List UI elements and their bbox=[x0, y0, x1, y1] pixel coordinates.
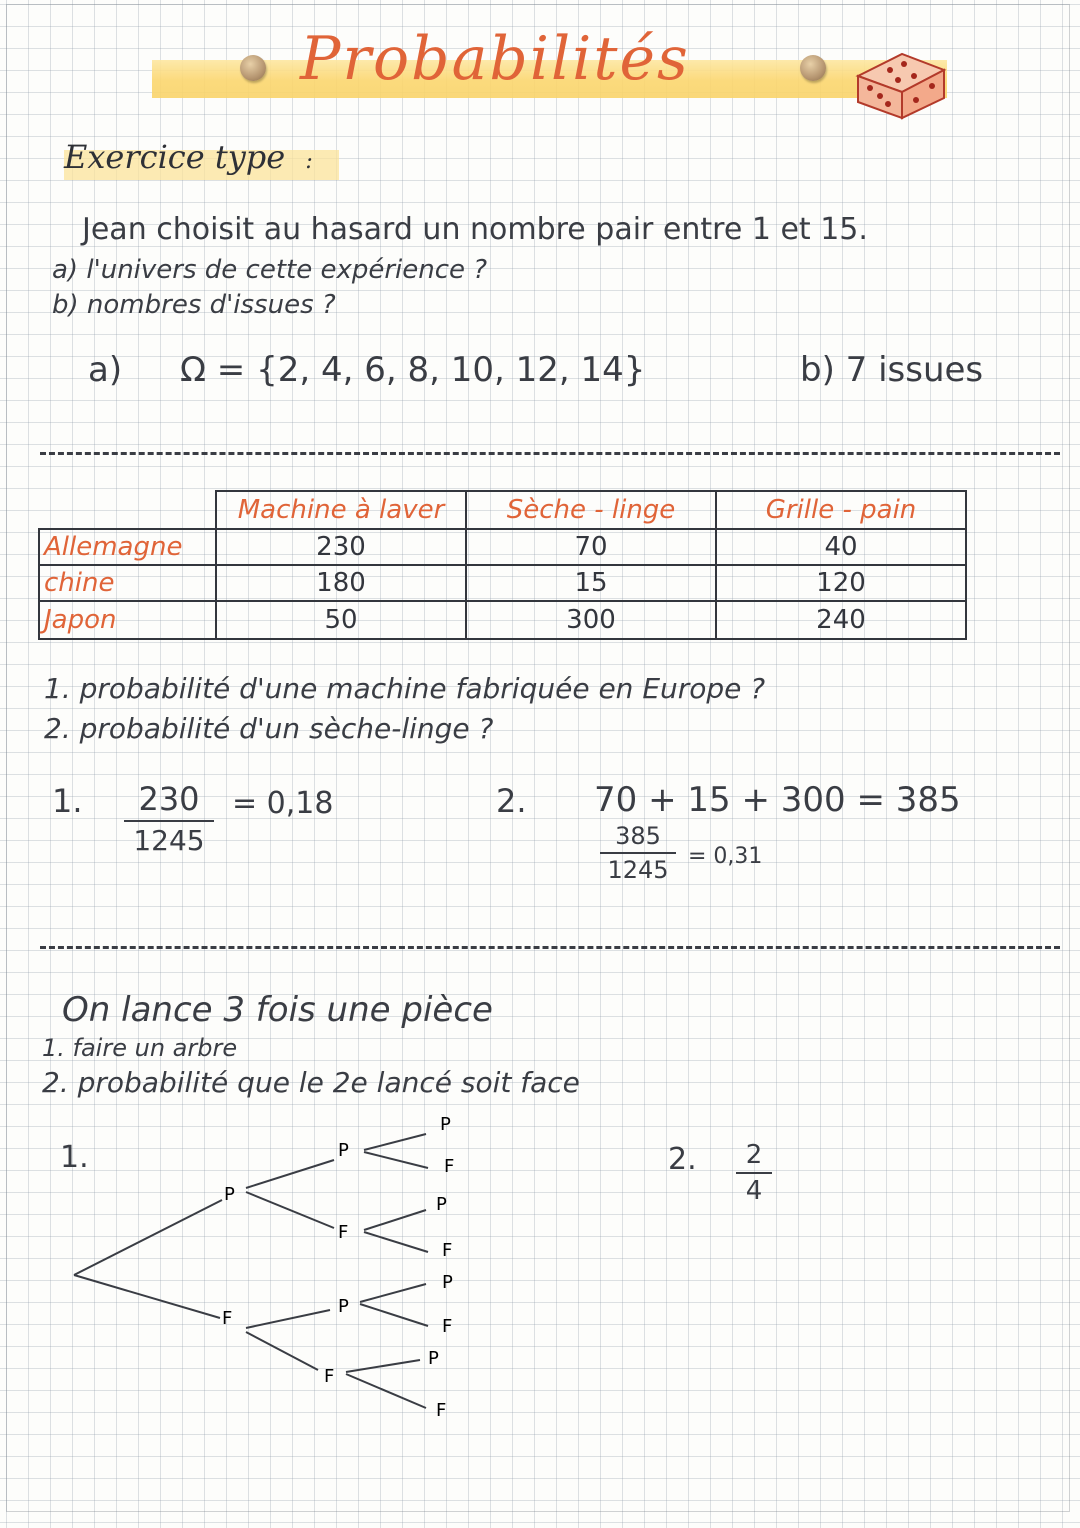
column-header: Machine à laver bbox=[216, 491, 466, 529]
question-a: a) l'univers de cette expérience ? bbox=[52, 255, 488, 285]
tree-node: P bbox=[338, 1140, 349, 1161]
coin-statement: On lance 3 fois une pièce bbox=[62, 990, 493, 1030]
question-2: 2. probabilité d'un sèche-linge ? bbox=[44, 712, 494, 745]
table-cell: 70 bbox=[466, 529, 716, 565]
tree-node: F bbox=[338, 1222, 349, 1243]
tree-node: P bbox=[338, 1296, 349, 1317]
tree-node: F bbox=[442, 1316, 453, 1337]
answer-a-label: a) bbox=[88, 350, 123, 390]
tree-node: F bbox=[324, 1366, 335, 1387]
answer-2-label: 2. bbox=[496, 782, 527, 820]
table-cell: 300 bbox=[466, 601, 716, 639]
question-1: 1. probabilité d'une machine fabriquée en Europe ? bbox=[44, 672, 766, 705]
fraction-numerator: 230 bbox=[138, 780, 200, 818]
table-cell: 15 bbox=[466, 565, 716, 601]
fraction-denominator: 1245 bbox=[133, 824, 205, 857]
fraction-denominator: 1245 bbox=[607, 856, 669, 884]
tree-node: P bbox=[428, 1348, 439, 1369]
probability-answer-label: 2. bbox=[668, 1142, 697, 1177]
table-cell: 50 bbox=[216, 601, 466, 639]
answer-b: b) 7 issues bbox=[800, 350, 984, 390]
tree-question-2: 2. probabilité que le 2e lancé soit face bbox=[42, 1066, 580, 1099]
section-heading-text: Exercice type bbox=[64, 138, 286, 176]
answer-a: Ω = {2, 4, 6, 8, 10, 12, 14} bbox=[180, 350, 646, 390]
tree-node: F bbox=[444, 1156, 455, 1177]
tree-node: P bbox=[442, 1272, 453, 1293]
row-header: Japon bbox=[39, 601, 216, 639]
tree-node: P bbox=[436, 1194, 447, 1215]
table-cell: 230 bbox=[216, 529, 466, 565]
exercise-statement: Jean choisit au hasard un nombre pair entre 1 et 15. bbox=[82, 212, 868, 247]
section-heading-colon: : bbox=[305, 149, 313, 174]
tree-node: F bbox=[222, 1308, 233, 1329]
fraction-numerator: 2 bbox=[745, 1140, 763, 1170]
page-title: Probabilités bbox=[300, 24, 690, 94]
answer-1-label: 1. bbox=[52, 782, 83, 820]
table-cell: 180 bbox=[216, 565, 466, 601]
fraction-numerator: 385 bbox=[615, 822, 661, 850]
table-cell: 40 bbox=[716, 529, 966, 565]
tree-node: P bbox=[440, 1114, 451, 1135]
tree-node: F bbox=[436, 1400, 447, 1421]
tree-node: P bbox=[224, 1184, 235, 1205]
column-header: Sèche - linge bbox=[466, 491, 716, 529]
row-header: chine bbox=[39, 565, 216, 601]
row-header: Allemagne bbox=[39, 529, 216, 565]
tree-node: F bbox=[442, 1240, 453, 1261]
answer-2-sum: 70 + 15 + 300 = 385 bbox=[594, 780, 961, 820]
table-cell: 120 bbox=[716, 565, 966, 601]
answer-2-result: = 0,31 bbox=[688, 844, 763, 869]
table-cell: 240 bbox=[716, 601, 966, 639]
column-header: Grille - pain bbox=[716, 491, 966, 529]
answer-1-result: = 0,18 bbox=[232, 786, 334, 821]
question-b: b) nombres d'issues ? bbox=[52, 290, 336, 320]
tree-answer-label: 1. bbox=[60, 1140, 89, 1175]
tree-question-1: 1. faire un arbre bbox=[42, 1034, 238, 1062]
fraction-denominator: 4 bbox=[745, 1176, 763, 1206]
